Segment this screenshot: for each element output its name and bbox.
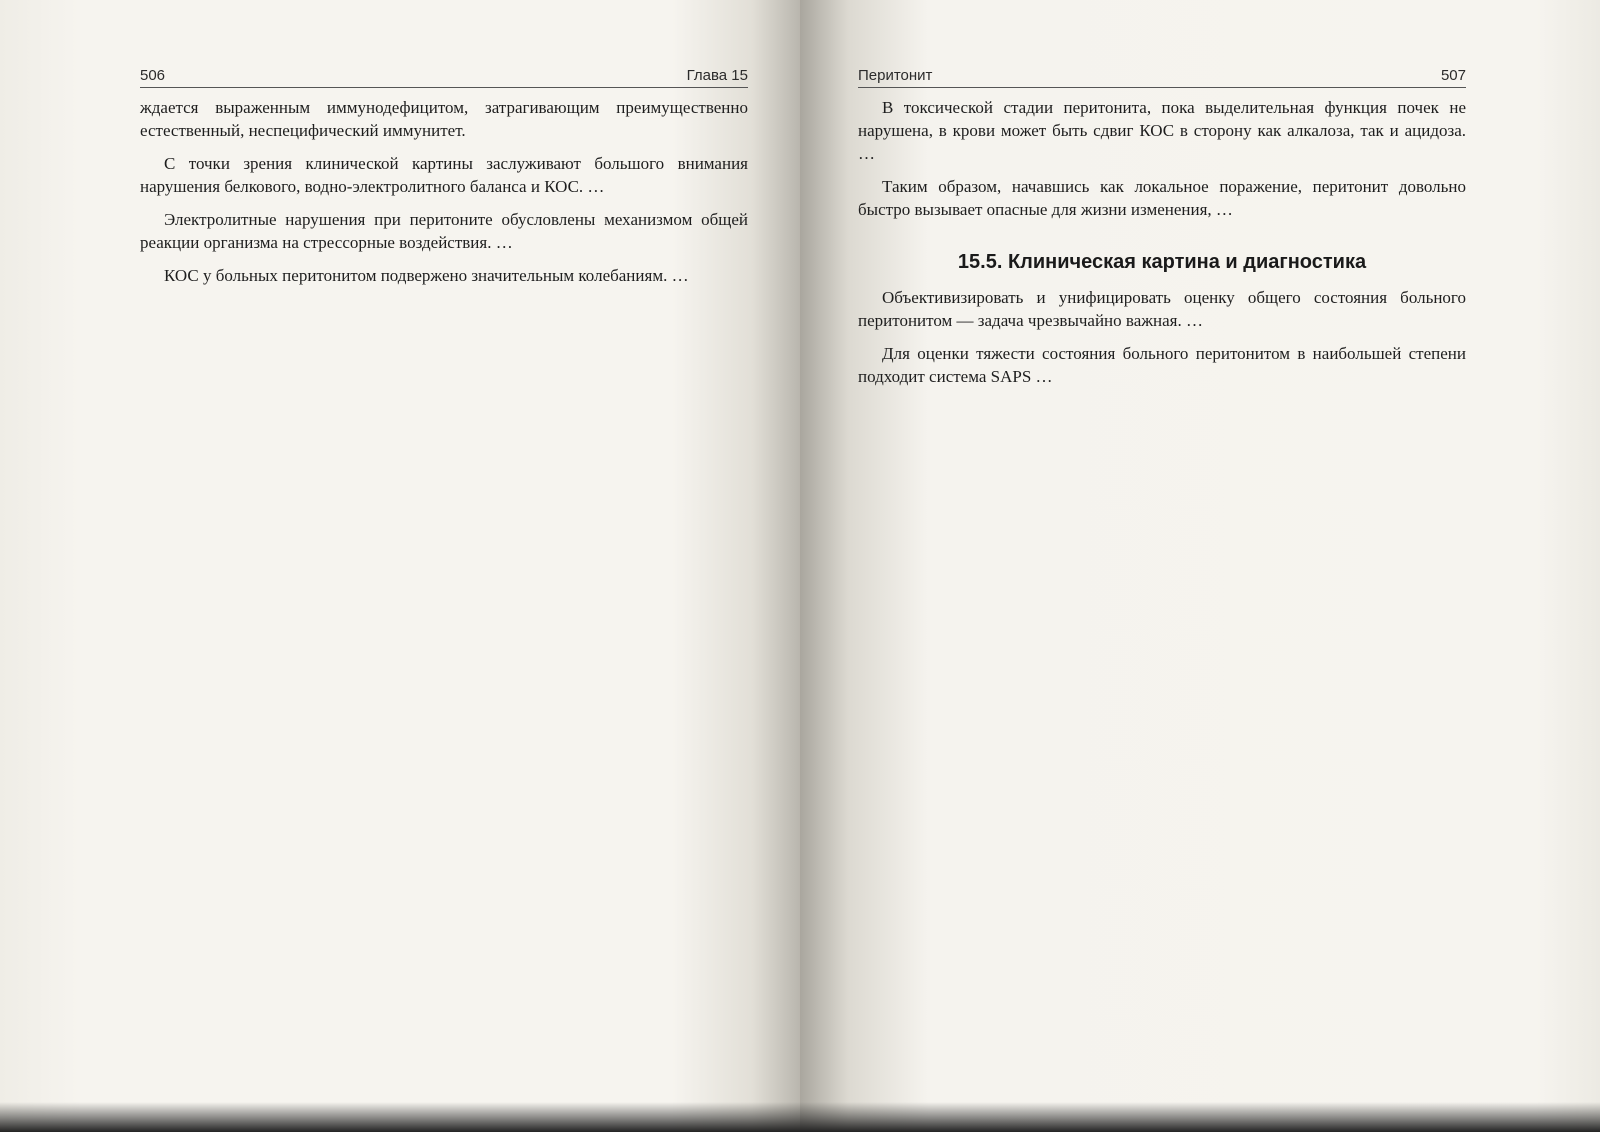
left-page-number: 506	[140, 67, 166, 84]
left-paragraph-4: КОС у больных перитонитом подвержено значительным колебаниям. …	[164, 266, 689, 285]
left-running-head	[140, 62, 748, 88]
right-page-number: 507	[1440, 67, 1466, 84]
right-page	[800, 0, 1600, 1132]
right-paragraph-1: В токсической стадии перитонита, пока выделительная функция почек не нарушена, в крови может быть сдвиг КОС в сторону как алкалоза, так и ацидоза. …	[858, 98, 1466, 163]
right-running-title: Перитонит	[858, 67, 933, 84]
section-heading: 15.5. Клиническая картина и диагностика	[957, 251, 1367, 273]
left-paragraph-1: ждается выраженным иммунодефицитом, затрагивающим преимущественно естественный, неспецифический иммунитет.	[140, 98, 748, 140]
left-paragraph-3: Электролитные нарушения при перитоните обусловлены механизмом общей реакции организма на стрессорные воздействия. …	[140, 210, 748, 252]
section-paragraph-2: Для оценки тяжести состояния больного перитонитом в наибольшей степени подходит система SAPS …	[858, 344, 1466, 386]
right-text-block	[858, 96, 1466, 398]
right-running-head	[858, 62, 1466, 88]
right-paragraph-2: Таким образом, начавшись как локальное поражение, перитонит довольно быстро вызывает опасные для жизни изменения, …	[858, 177, 1466, 219]
scan-bottom-shadow	[0, 1102, 1600, 1132]
left-text-block	[140, 96, 748, 297]
left-running-title: Глава 15	[686, 67, 748, 84]
left-paragraph-2: С точки зрения клинической картины заслуживают большого внимания нарушения белкового, водно-электролитного баланса и КОС. …	[140, 154, 748, 196]
section-paragraph-1: Объективизировать и унифицировать оценку общего состояния больного перитонитом — задача чрезвычайно важная. …	[858, 288, 1466, 330]
